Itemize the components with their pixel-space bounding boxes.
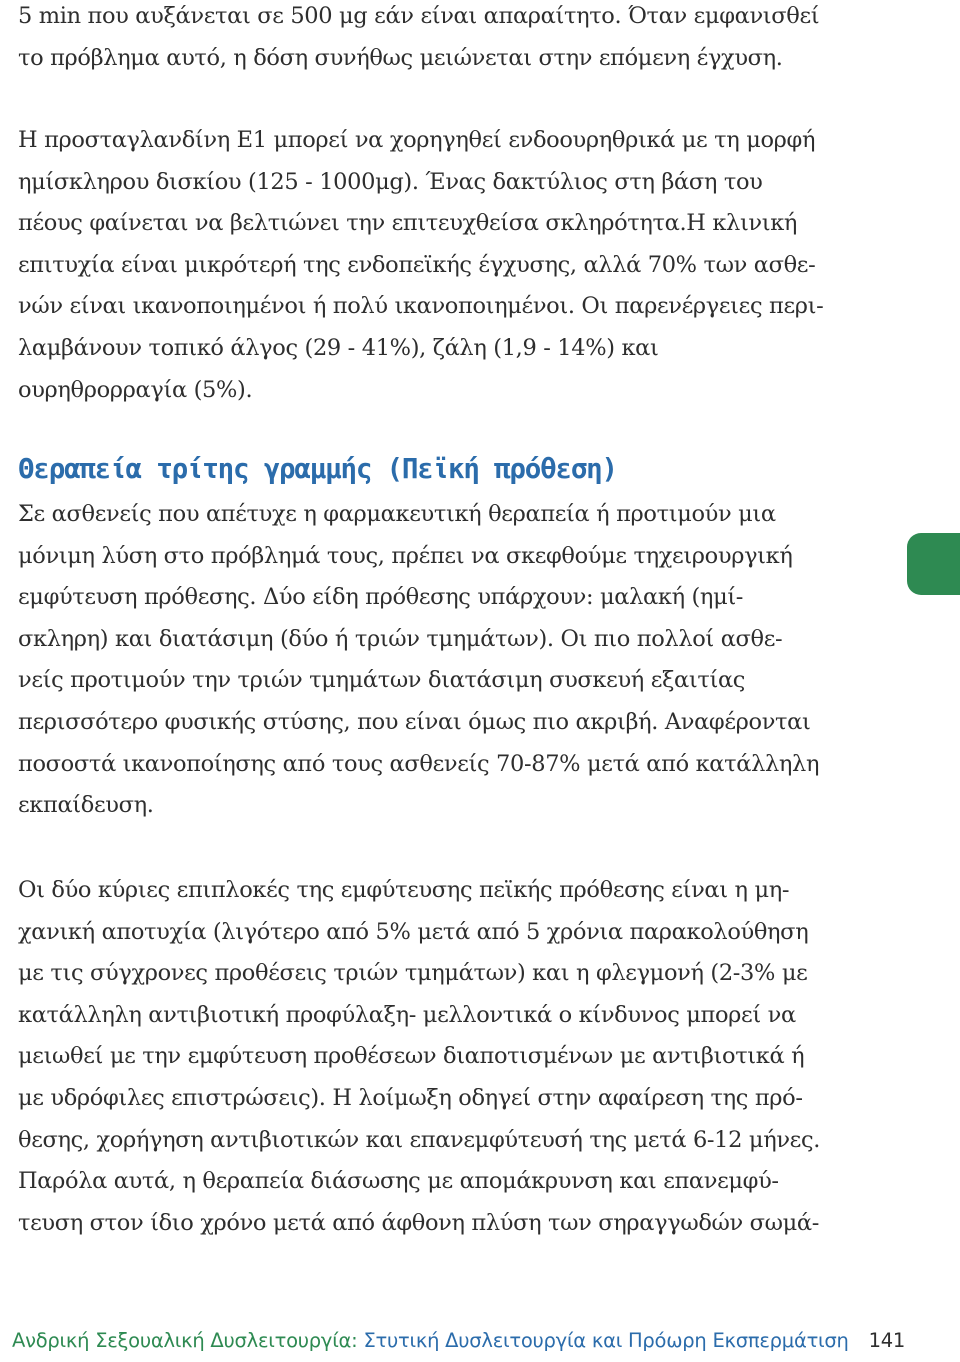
page-number: 141 [868, 1329, 906, 1352]
text-line: νείς προτιμούν την τριών τμημάτων διατάσιμη συσκευή εξαιτίας [18, 667, 746, 694]
text-line: 5 min που αυξάνεται σε 500 μg εάν είναι απαραίτητο. Όταν εμφανισθεί [18, 3, 820, 29]
chapter-tab-marker [907, 533, 960, 595]
text-line: επιτυχία είναι μικρότερή της ενδοπεϊκής έγχυσης, αλλά 70% των ασθε- [18, 251, 816, 278]
text-line: Παρόλα αυτά, η θεραπεία διάσωσης με απομάκρυνση και επανεμφύ- [18, 1168, 779, 1195]
paragraph-3 [18, 494, 818, 827]
text-line: περισσότερο φυσικής στύσης, που είναι όμως πιο ακριβή. Αναφέρονται [18, 708, 811, 735]
text-line: ουρηθρορραγία (5%). [18, 376, 253, 403]
text-line: ποσοστά ικανοποίησης από τους ασθενείς 70-87% μετά από κατάλληλη [18, 750, 820, 777]
text-line: μειωθεί με την εμφύτευση προθέσεων διαποτισμένων με αντιβιοτικά ή [18, 1043, 805, 1070]
text-line: χανική αποτυχία (λιγότερο από 5% μετά από 5 χρόνια παρακολούθηση [18, 918, 809, 945]
text-line: κατάλληλη αντιβιοτική προφύλαξη- μελλοντικά ο κίνδυνος μπορεί να [18, 1001, 796, 1028]
text-line: εκπαίδευση. [18, 792, 154, 819]
text-line: νών είναι ικανοποιημένοι ή πολύ ικανοποιημένοι. Οι παρενέργειες περι- [18, 293, 824, 320]
page-footer [12, 1327, 905, 1355]
text-line: με τις σύγχρονες προθέσεις τριών τμημάτων) και η φλεγμονή (2-3% με [18, 960, 808, 987]
text-line: με υδρόφιλες επιστρώσεις). Η λοίμωξη οδηγεί στην αφαίρεση της πρό- [18, 1084, 803, 1111]
text-line: Η προσταγλανδίνη Ε1 μπορεί να χορηγηθεί ενδοουρηθρικά με τη μορφή [18, 127, 816, 153]
section-heading: Θεραπεία τρίτης γραμμής (Πεϊκή πρόθεση) [18, 453, 617, 485]
text-line: πέους φαίνεται να βελτιώνει την επιτευχθείσα σκληρότητα.Η κλινική [18, 210, 798, 237]
text-line: ημίσκληρου δισκίου (125 - 1000μg). Ένας δακτύλιος στη βάση του [18, 168, 763, 195]
footer-book-subtitle: Στυτική Δυσλειτουργία και Πρόωρη Εκσπερμάτιση [363, 1329, 849, 1352]
footer-book-title: Ανδρική Σεξουαλική Δυσλειτουργία: [12, 1329, 358, 1352]
text-line: θεσης, χορήγηση αντιβιοτικών και επανεμφύτευσή της μετά 6-12 μήνες. [18, 1126, 821, 1153]
text-line: εμφύτευση πρόθεσης. Δύο είδη πρόθεσης υπάρχουν: μαλακή (ημί- [18, 584, 744, 611]
text-line: Σε ασθενείς που απέτυχε η φαρμακευτική θεραπεία ή προτιμούν μια [18, 501, 776, 527]
text-line: Οι δύο κύριες επιπλοκές της εμφύτευσης πεϊκής πρόθεσης είναι η μη- [18, 877, 790, 903]
text-line: σκληρη) και διατάσιμη (δύο ή τριών τμημάτων). Οι πιο πολλοί ασθε- [18, 625, 783, 652]
text-line: λαμβάνουν τοπικό άλγος (29 - 41%), ζάλη (1,9 - 14%) και [18, 334, 659, 361]
text-line: το πρόβλημα αυτό, η δόση συνήθως μειώνεται στην επόμενη έγχυση. [18, 44, 783, 71]
paragraph-1 [18, 0, 818, 79]
paragraph-2 [18, 120, 824, 411]
text-line: μόνιμη λύση στο πρόβλημά τους, πρέπει να σκεφθούμε τηχειρουργική [18, 542, 793, 569]
paragraph-4 [18, 870, 821, 1244]
text-line: τευση στον ίδιο χρόνο μετά από άφθονη πλύση των σηραγγωδών σωμά- [18, 1209, 820, 1236]
